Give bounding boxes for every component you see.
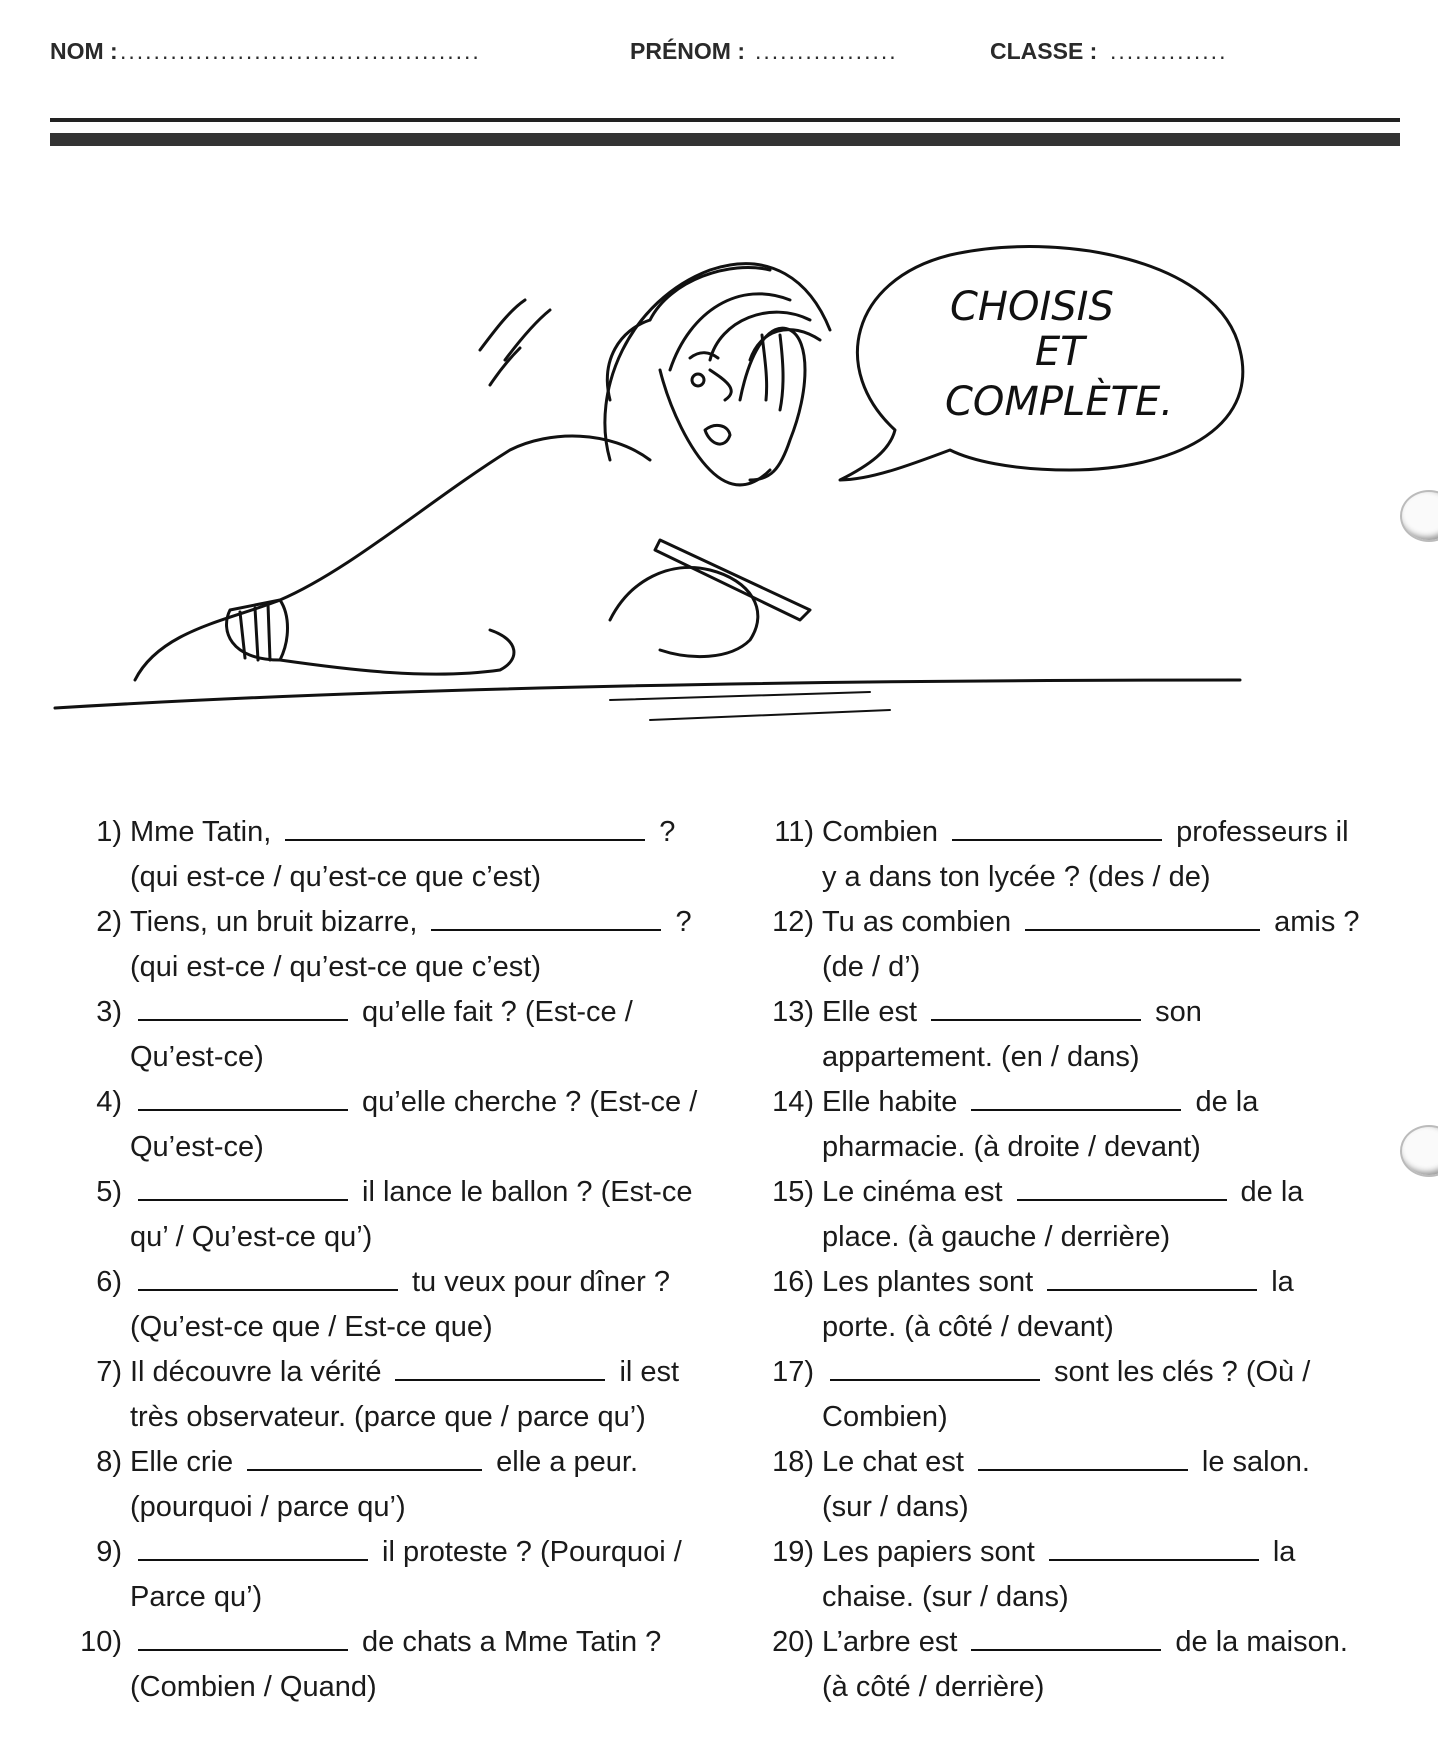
item-number: 14)	[772, 1086, 814, 1118]
item-choices: (Combien / Quand)	[130, 1671, 377, 1703]
exercise-column-left	[60, 810, 720, 1710]
item-text-after: qu’elle cherche ? (Est-ce /	[362, 1086, 698, 1118]
answer-blank[interactable]	[138, 1535, 368, 1561]
item-choices: chaise. (sur / dans)	[822, 1581, 1069, 1613]
answer-blank[interactable]	[971, 1625, 1161, 1651]
item-number: 9)	[96, 1536, 122, 1568]
answer-blank[interactable]	[971, 1085, 1181, 1111]
bubble-line-2: ET	[1035, 329, 1085, 375]
item-text-after: sont les clés ? (Où /	[1054, 1356, 1311, 1388]
item-choices: très observateur. (parce que / parce qu’)	[130, 1401, 646, 1433]
exercise-item	[60, 990, 720, 1080]
item-text-before: Tu as combien	[822, 906, 1012, 938]
item-text-after: elle a peur.	[496, 1446, 639, 1478]
item-text-before: Elle crie	[130, 1446, 234, 1478]
prenom-field[interactable]: .................	[755, 38, 898, 64]
exercise-column-right	[752, 810, 1412, 1710]
item-text-after: la	[1272, 1536, 1296, 1568]
answer-blank[interactable]	[931, 995, 1141, 1021]
item-text-after: de la	[1240, 1176, 1304, 1208]
exercise-item	[752, 900, 1412, 990]
exercise-item	[752, 1260, 1412, 1350]
item-number: 15)	[772, 1176, 814, 1208]
answer-blank[interactable]	[1049, 1535, 1259, 1561]
item-text-before: Le chat est	[822, 1446, 964, 1478]
answer-blank[interactable]	[247, 1445, 482, 1471]
exercise-item	[752, 1350, 1412, 1440]
item-number: 1)	[96, 816, 122, 848]
desk-line	[55, 680, 1240, 708]
item-text-after: amis ?	[1274, 906, 1360, 938]
item-number: 17)	[772, 1356, 814, 1388]
answer-blank[interactable]	[431, 905, 661, 931]
exercise-item	[60, 1350, 720, 1440]
nom-field[interactable]: ...........................................	[120, 38, 481, 64]
item-number: 10)	[80, 1626, 122, 1658]
student-info-header	[50, 30, 1390, 70]
student-illustration	[50, 240, 1300, 740]
item-choices: (pourquoi / parce qu’)	[130, 1491, 406, 1523]
answer-blank[interactable]	[952, 815, 1162, 841]
item-choices: y a dans ton lycée ? (des / de)	[822, 861, 1211, 893]
exercise-item	[752, 1170, 1412, 1260]
nom-label: NOM :	[50, 38, 118, 64]
item-text-before: L’arbre est	[822, 1626, 958, 1658]
exercise-item	[752, 1440, 1412, 1530]
answer-blank[interactable]	[1025, 905, 1260, 931]
item-text-before: Tiens, un bruit bizarre,	[130, 906, 418, 938]
item-text-before: Elle habite	[822, 1086, 958, 1118]
exercise-item	[60, 1260, 720, 1350]
item-number: 8)	[96, 1446, 122, 1478]
item-text-after: la	[1271, 1266, 1294, 1298]
answer-blank[interactable]	[978, 1445, 1188, 1471]
item-number: 16)	[772, 1266, 814, 1298]
item-number: 4)	[96, 1086, 122, 1118]
exercise-item	[60, 1440, 720, 1530]
item-choices: appartement. (en / dans)	[822, 1041, 1140, 1073]
item-number: 18)	[772, 1446, 814, 1478]
classe-field[interactable]: ..............	[1110, 38, 1228, 64]
item-text-before: Les papiers sont	[822, 1536, 1035, 1568]
item-number: 7)	[96, 1356, 122, 1388]
item-text-after: il est	[619, 1356, 680, 1388]
item-number: 3)	[96, 996, 122, 1028]
exercise-item	[752, 990, 1412, 1080]
item-choices: (Qu’est-ce que / Est-ce que)	[130, 1311, 493, 1343]
exercise-item	[60, 1620, 720, 1710]
item-number: 19)	[772, 1536, 814, 1568]
item-number: 20)	[772, 1626, 814, 1658]
item-text-after: ?	[659, 816, 676, 848]
item-text-after: le salon.	[1201, 1446, 1310, 1478]
item-text-after: il proteste ? (Pourquoi /	[382, 1536, 682, 1568]
item-choices: (sur / dans)	[822, 1491, 969, 1523]
item-text-before: Les plantes sont	[822, 1266, 1034, 1298]
answer-blank[interactable]	[1017, 1175, 1227, 1201]
item-text-after: tu veux pour dîner ?	[412, 1266, 670, 1298]
punch-hole-top	[1400, 490, 1438, 542]
bubble-line-3: COMPLÈTE.	[945, 379, 1174, 425]
exercise-item	[60, 1530, 720, 1620]
item-number: 13)	[772, 996, 814, 1028]
item-number: 12)	[772, 906, 814, 938]
exercise-item	[60, 900, 720, 990]
item-choices: (à côté / derrière)	[822, 1671, 1045, 1703]
item-text-before: Il découvre la vérité	[130, 1356, 382, 1388]
answer-blank[interactable]	[285, 815, 645, 841]
answer-blank[interactable]	[1047, 1265, 1257, 1291]
item-choices: qu’ / Qu’est-ce qu’)	[130, 1221, 373, 1253]
item-text-after: de la maison.	[1175, 1626, 1348, 1658]
exercise-item	[752, 1080, 1412, 1170]
item-text-after: de la	[1195, 1086, 1259, 1118]
header-rule-thick	[50, 133, 1400, 146]
item-choices: (de / d’)	[822, 951, 921, 983]
exercise-item	[60, 1080, 720, 1170]
item-number: 2)	[96, 906, 122, 938]
item-text-before: Mme Tatin,	[130, 816, 272, 848]
item-choices: Combien)	[822, 1401, 948, 1433]
item-text-before: Combien	[822, 816, 939, 848]
item-text-after: ?	[675, 906, 692, 938]
item-choices: Qu’est-ce)	[130, 1041, 264, 1073]
prenom-label: PRÉNOM :	[630, 38, 745, 64]
item-choices: porte. (à côté / devant)	[822, 1311, 1114, 1343]
item-text-before: Le cinéma est	[822, 1176, 1003, 1208]
item-choices: Parce qu’)	[130, 1581, 263, 1613]
item-text-after: qu’elle fait ? (Est-ce /	[362, 996, 633, 1028]
item-text-after: de chats a Mme Tatin ?	[362, 1626, 662, 1658]
item-text-before: Elle est	[822, 996, 918, 1028]
item-choices: place. (à gauche / derrière)	[822, 1221, 1171, 1253]
answer-blank[interactable]	[138, 1625, 348, 1651]
answer-blank[interactable]	[138, 1175, 348, 1201]
classe-label: CLASSE :	[990, 38, 1098, 64]
item-choices: (qui est-ce / qu’est-ce que c’est)	[130, 951, 542, 983]
bubble-line-1: CHOISIS	[950, 284, 1114, 330]
item-choices: Qu’est-ce)	[130, 1131, 264, 1163]
answer-blank[interactable]	[138, 1265, 398, 1291]
answer-blank[interactable]	[138, 995, 348, 1021]
answer-blank[interactable]	[830, 1355, 1040, 1381]
item-text-after: il lance le ballon ? (Est-ce	[362, 1176, 693, 1208]
item-number: 5)	[96, 1176, 122, 1208]
item-text-after: professeurs il	[1176, 816, 1349, 848]
item-number: 11)	[774, 816, 814, 848]
item-number: 6)	[96, 1266, 122, 1298]
answer-blank[interactable]	[138, 1085, 348, 1111]
answer-blank[interactable]	[395, 1355, 605, 1381]
item-choices: (qui est-ce / qu’est-ce que c’est)	[130, 861, 542, 893]
item-choices: pharmacie. (à droite / devant)	[822, 1131, 1201, 1163]
exercise-item	[752, 810, 1412, 900]
exercise-item	[752, 1530, 1412, 1620]
item-text-after: son	[1155, 996, 1202, 1028]
exercise-item	[752, 1620, 1412, 1710]
exercise-item	[60, 1170, 720, 1260]
header-rule-thin	[50, 118, 1400, 122]
exercise-item	[60, 810, 720, 900]
